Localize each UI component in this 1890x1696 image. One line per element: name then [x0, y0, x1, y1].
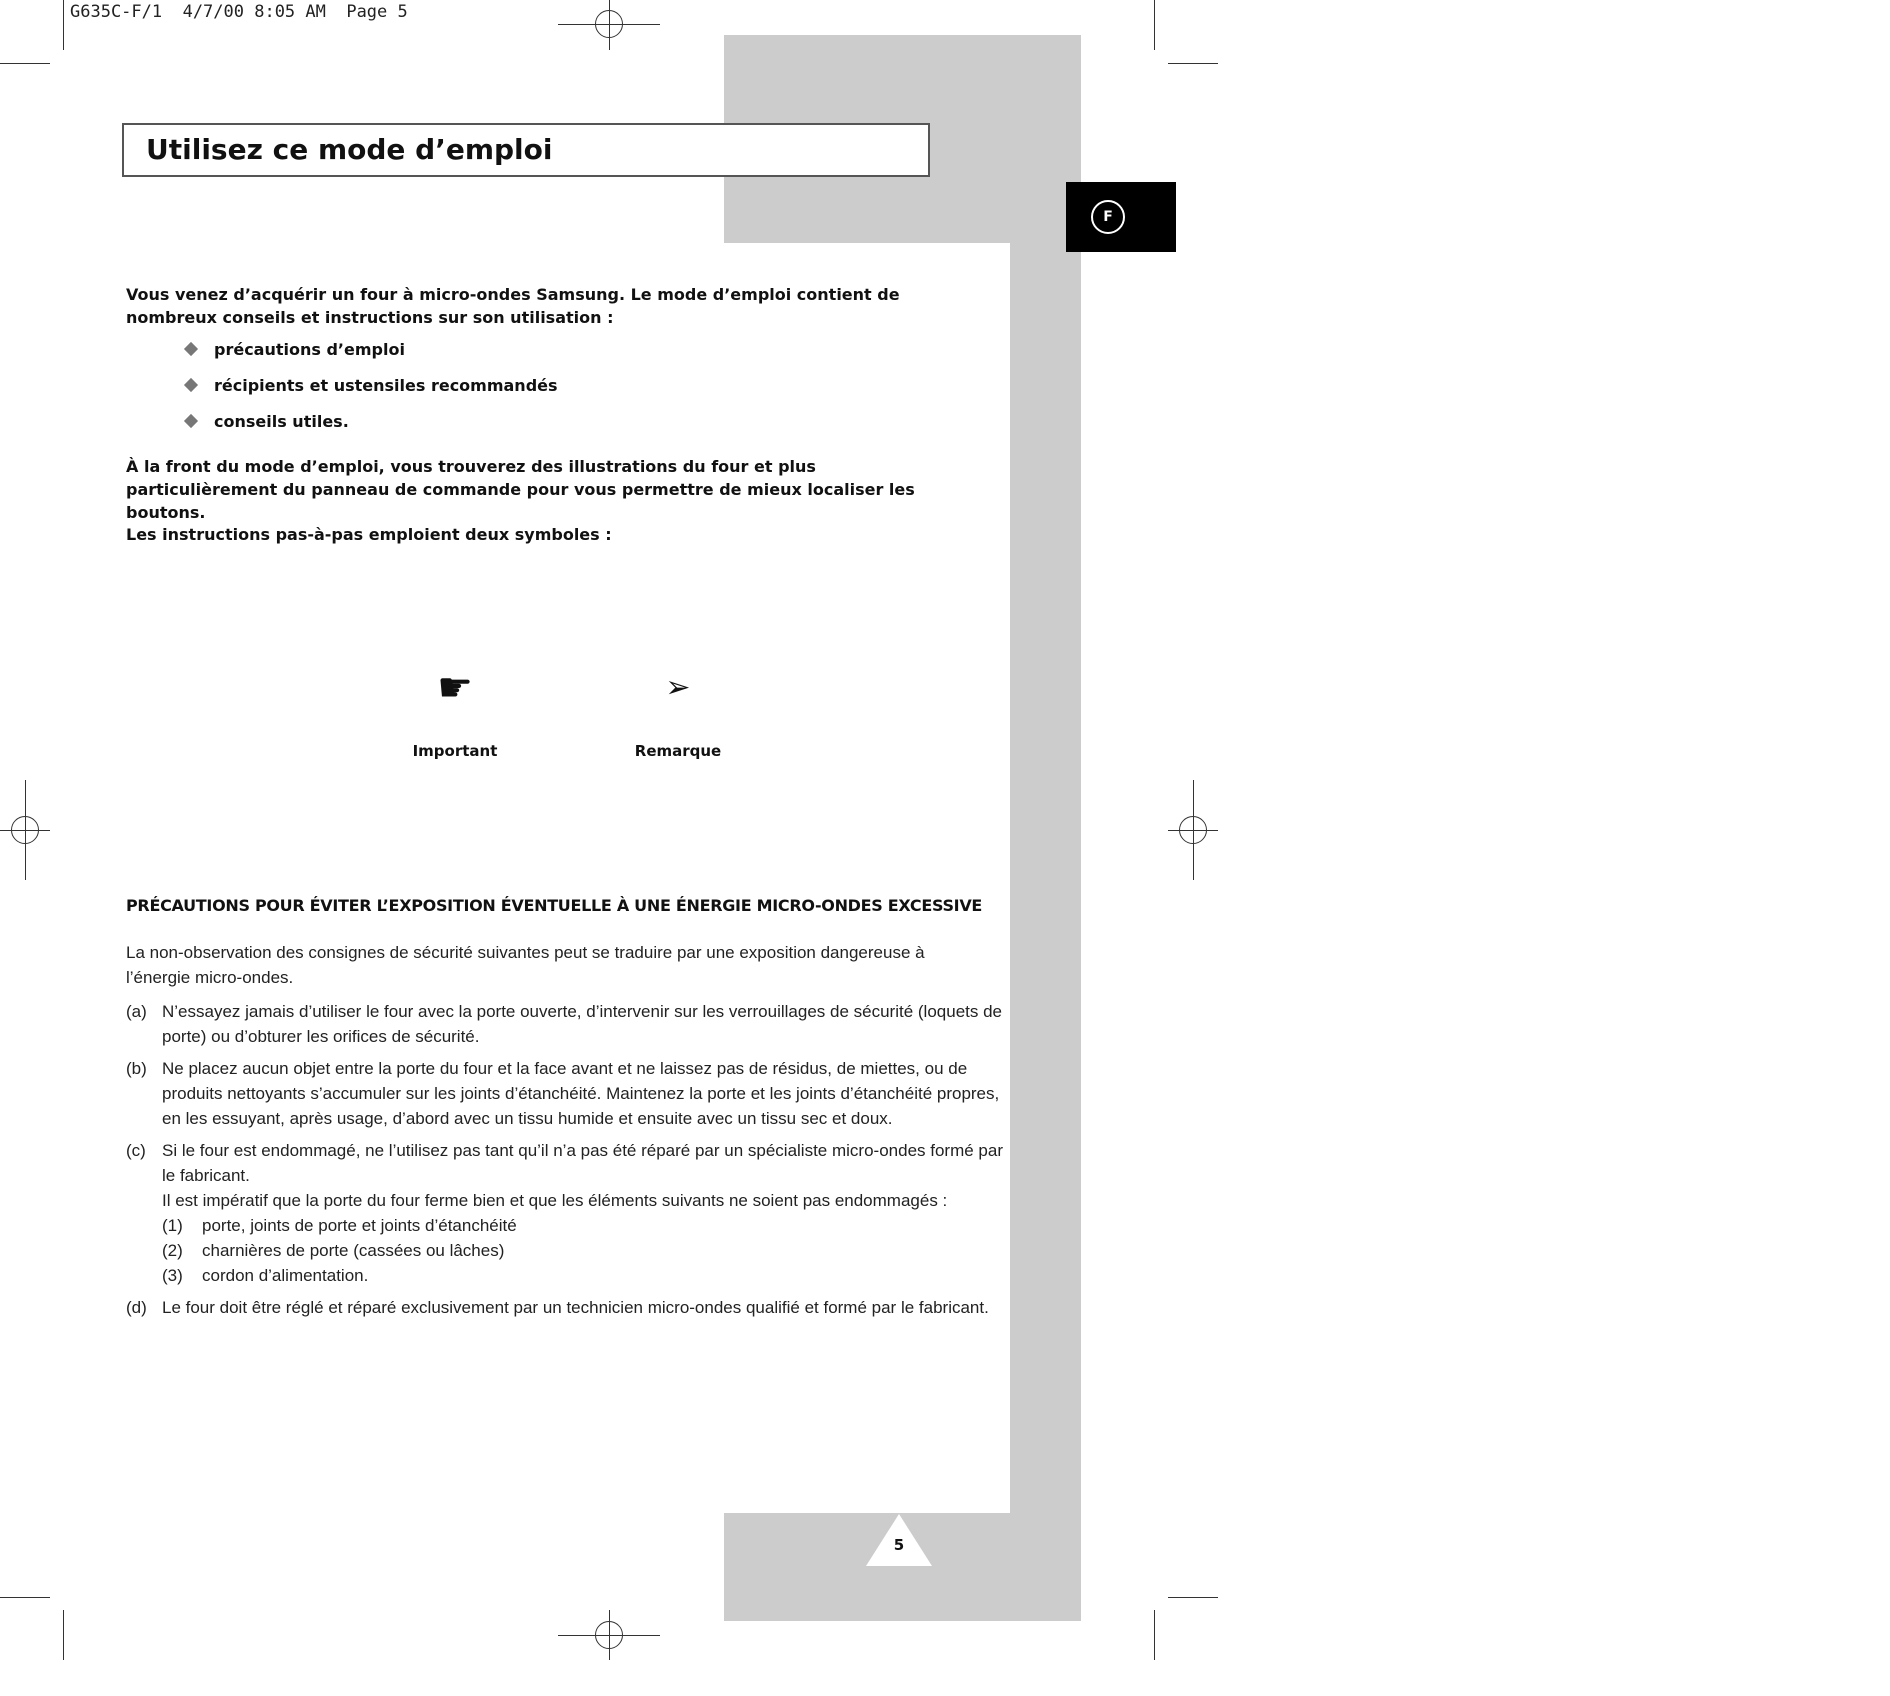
- crop-mark: [0, 1597, 50, 1598]
- pointing-hand-icon: ☛: [437, 665, 473, 711]
- intro-paragraph: Vous venez d’acquérir un four à micro-ondes Samsung. Le mode d’emploi contient de nombreux conseils et instructions sur son utilisation :: [126, 285, 900, 327]
- diamond-bullet-icon: [184, 342, 198, 356]
- crop-mark: [1154, 0, 1155, 50]
- symbol-label: Important: [412, 742, 498, 760]
- crop-mark: [1168, 63, 1218, 64]
- language-tab: [1066, 182, 1176, 252]
- sub-item: (3) cordon d’alimentation.: [162, 1266, 369, 1285]
- crop-mark: [0, 63, 50, 64]
- symbols-intro: Les instructions pas-à-pas emploient deux symboles :: [126, 525, 612, 544]
- symbol-label: Remarque: [634, 742, 722, 760]
- bullet-item: précautions d’emploi: [186, 338, 405, 361]
- page-title: Utilisez ce mode d’emploi: [146, 133, 553, 166]
- precaution-item: (a) N’essayez jamais d’utiliser le four avec la porte ouverte, d’intervenir sur les verrouillages de sécurité (loquets de porte) ou d’obturer les orifices de sécurité.: [126, 1002, 1003, 1046]
- crop-mark: [63, 1610, 64, 1660]
- title-box: [122, 123, 930, 177]
- arrowhead-icon: ➢: [665, 670, 691, 705]
- print-header: G635C-F/1 4/7/00 8:05 AM Page 5: [70, 2, 408, 22]
- sub-item: (2) charnières de porte (cassées ou lâches): [162, 1241, 505, 1260]
- page-number: 5: [893, 1536, 905, 1554]
- bullet-item: récipients et ustensiles recommandés: [186, 374, 558, 397]
- precaution-item: (b) Ne placez aucun objet entre la porte du four et la face avant et ne laissez pas de résidus, de miettes, ou de produits nettoyants s’accumuler sur les joints d’étanchéité. Maintenez la porte et les joints d’étanchéité propres, en les essuyant, après usage, d’abord avec un tissu humide et ensuite avec un tissu sec et doux.: [126, 1059, 1000, 1128]
- symbol-important: [405, 666, 505, 760]
- bullet-item: conseils utiles.: [186, 410, 349, 433]
- crop-mark: [1154, 1610, 1155, 1660]
- precaution-item: (d) Le four doit être réglé et réparé exclusivement par un technicien micro-ondes qualifié et formé par le fabricant.: [126, 1298, 989, 1317]
- symbol-remarque: [628, 666, 728, 760]
- section-heading: PRÉCAUTIONS POUR ÉVITER L’EXPOSITION ÉVENTUELLE À UNE ÉNERGIE MICRO-ONDES EXCESSIVE: [126, 896, 983, 915]
- precaution-intro: La non-observation des consignes de sécurité suivantes peut se traduire par une exposition dangereuse à l’énergie micro-ondes.: [126, 943, 925, 987]
- diamond-bullet-icon: [184, 414, 198, 428]
- front-paragraph: À la front du mode d’emploi, vous trouverez des illustrations du four et plus particulièrement du panneau de commande pour vous permettre de mieux localiser les boutons.: [126, 457, 915, 522]
- language-badge: F: [1091, 200, 1125, 234]
- sub-item: (1) porte, joints de porte et joints d’étanchéité: [162, 1216, 517, 1235]
- crop-mark: [63, 0, 64, 50]
- diamond-bullet-icon: [184, 378, 198, 392]
- crop-mark: [1168, 1597, 1218, 1598]
- grey-frame-right: [1010, 35, 1081, 1621]
- precaution-item: (c) Si le four est endommagé, ne l’utilisez pas tant qu’il n’a pas été réparé par un spécialiste micro-ondes formé par le fabricant. Il est impératif que la porte du four ferme bien et que les éléments suivants ne soient pas endommagés :: [126, 1141, 1003, 1210]
